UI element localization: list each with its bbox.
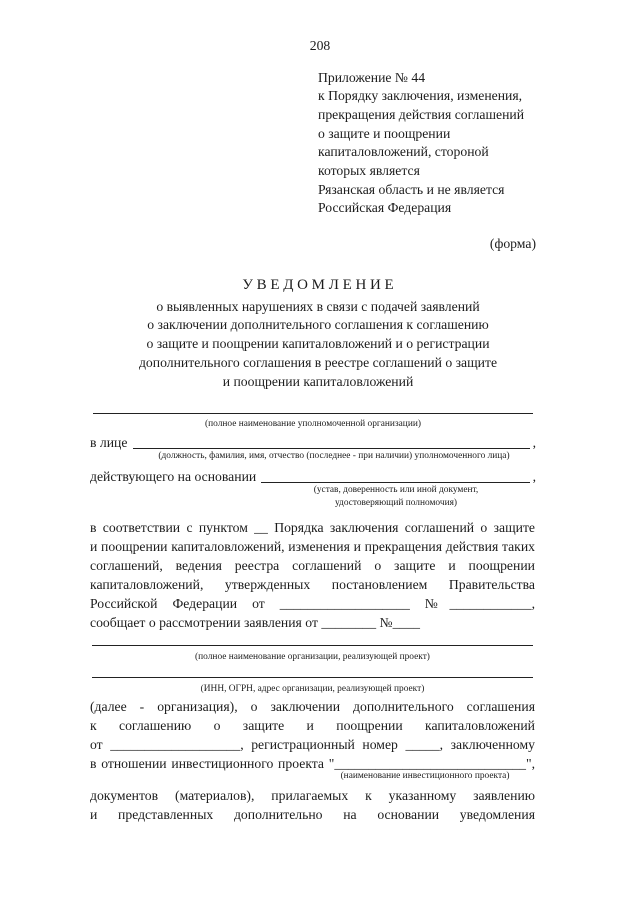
appendix-line: которых является xyxy=(318,163,420,179)
representative-comma: , xyxy=(532,434,536,450)
project-name-caption: (наименование инвестиционного проекта) xyxy=(340,770,510,781)
authorized-org-caption: (полное наименование уполномоченной организации) xyxy=(205,418,421,429)
appendix-line: о защите и поощрении xyxy=(318,125,451,141)
paragraph-line: и поощрении капиталовложений, изменения и прекращения действия таких xyxy=(90,538,535,554)
appendix-line: Рязанская область и не является xyxy=(318,181,505,197)
project-org-name-fill-line xyxy=(92,645,533,646)
paragraph-line: в соответствии с пунктом __ Порядка заключения соглашений о защите xyxy=(90,519,535,535)
subtitle-line: о выявленных нарушениях в связи с подачей заявлений xyxy=(156,298,480,314)
document-title: УВЕДОМЛЕНИЕ xyxy=(242,276,398,293)
subtitle-line: дополнительного соглашения в реестре соглашений о защите xyxy=(138,354,498,370)
paragraph-line: сообщает о рассмотрении заявления от ________ №____ xyxy=(90,614,420,630)
paragraph-line: и представленных дополнительно на основании уведомления xyxy=(90,806,535,822)
basis-comma: , xyxy=(532,468,536,484)
project-org-details-caption: (ИНН, ОГРН, адрес организации, реализующей проект) xyxy=(200,683,425,694)
representative-fill-line xyxy=(133,448,529,449)
basis-label: действующего на основании xyxy=(90,468,257,484)
appendix-line: прекращения действия соглашений xyxy=(318,106,525,122)
page-number: 208 xyxy=(309,37,331,53)
paragraph-line: (далее - организация), о заключении дополнительного соглашения xyxy=(90,698,535,714)
basis-fill-line xyxy=(261,482,529,483)
basis-caption-line: (устав, доверенность или иной документ, xyxy=(313,484,479,495)
paragraph-line: Российской Федерации от ___________________ №____________, xyxy=(90,595,535,611)
form-label: (форма) xyxy=(489,235,536,251)
paragraph-line: в отношении инвестиционного проекта "____________________________", xyxy=(90,755,535,771)
project-org-name-caption: (полное наименование организации, реализующей проект) xyxy=(195,651,430,662)
authorized-org-fill-line xyxy=(93,413,533,414)
paragraph-line: к соглашению о защите и поощрении капиталовложений xyxy=(90,717,535,733)
document-subtitle xyxy=(90,298,546,392)
paragraph-line: от ___________________, регистрационный номер _____, заключенному xyxy=(90,736,535,752)
appendix-line: к Порядку заключения, изменения, xyxy=(318,88,523,104)
appendix-line: капиталовложений, стороной xyxy=(318,144,489,160)
subtitle-line: о заключении дополнительного соглашения к соглашению xyxy=(147,317,489,333)
representative-caption: (должность, фамилия, имя, отчество (последнее - при наличии) уполномоченного лица) xyxy=(158,450,510,461)
project-org-details-fill-line xyxy=(92,677,533,678)
representative-row xyxy=(90,433,536,452)
appendix-line: Российская Федерация xyxy=(318,200,452,216)
representative-label: в лице xyxy=(90,434,128,450)
paragraph-application xyxy=(90,697,535,773)
paragraph-line: документов (материалов), прилагаемых к указанному заявлению xyxy=(90,787,535,803)
basis-caption-line: удостоверяющий полномочия) xyxy=(334,497,458,508)
appendix-line: Приложение № 44 xyxy=(318,69,426,85)
paragraph-line: соглашений, ведения реестра соглашений о защите и поощрении xyxy=(90,557,535,573)
paragraph-line: капиталовложений, утвержденных постановлением Правительства xyxy=(90,576,535,592)
paragraph-legal-basis xyxy=(90,518,535,632)
subtitle-line: и поощрении капиталовложений xyxy=(222,373,414,389)
subtitle-line: о защите и поощрении капиталовложений и о регистрации xyxy=(146,336,490,352)
appendix-block xyxy=(318,69,524,219)
paragraph-documents xyxy=(90,786,535,824)
basis-caption xyxy=(262,484,530,510)
